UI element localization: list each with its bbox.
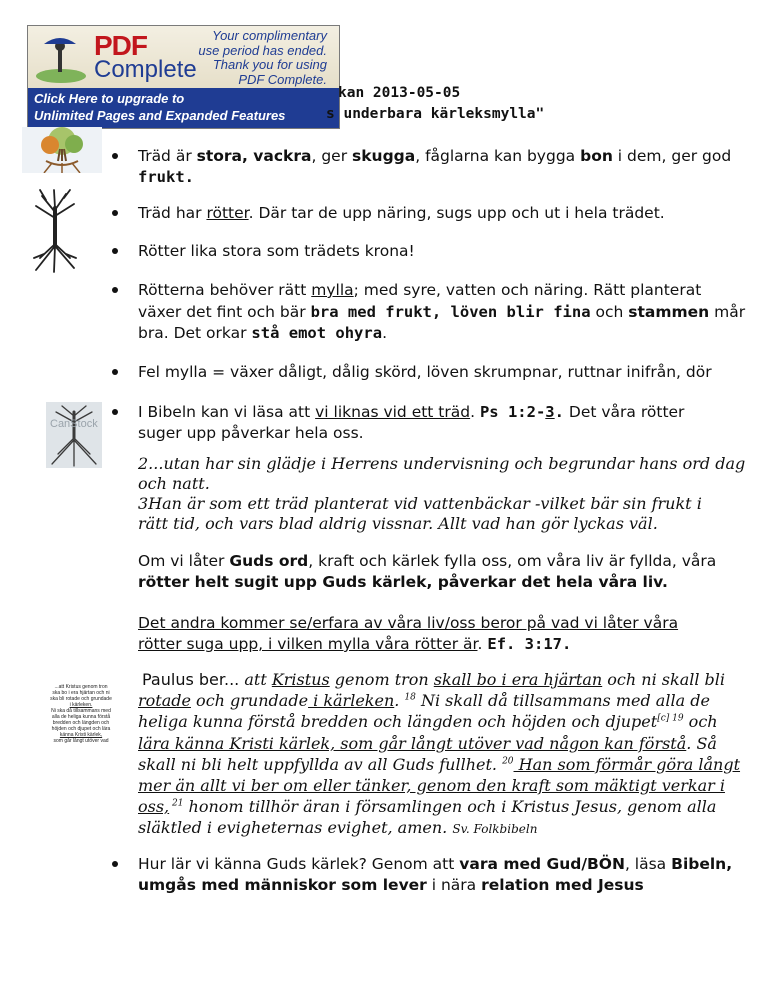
bullet-6-line1: I Bibeln kan vi läsa att vi liknas vid ett träd. Ps 1:2-3. Det våra rötter — [138, 403, 685, 421]
bible-version-label: Sv. Folkbibeln — [452, 822, 538, 836]
paragraph-2-line1: Det andra kommer se/erfara av våra liv/oss beror på vad vi låter våra — [138, 614, 679, 632]
logo-pdf-text: PDF — [94, 30, 147, 61]
tree-roots-icon — [32, 188, 78, 274]
bullet-4-line2: växer det fint och bär bra med frukt, löven blir fina och stammen mår — [138, 303, 746, 321]
bullet-7-line2: umgås med människor som lever i nära relation med Jesus — [138, 876, 644, 894]
ephesians-line: mer än allt vi ber om eller tänker, genom den kraft som mäktigt verkar i — [138, 776, 725, 795]
canstock-tree-image — [46, 402, 102, 468]
mini-note — [46, 684, 116, 744]
header-date: kan 2013-05-05 — [338, 85, 461, 101]
promo-line: Thank you for using — [212, 57, 327, 72]
tree-roots-photo-icon — [46, 402, 102, 468]
tree-image-icon — [22, 127, 102, 173]
bullet-4-line1: Rötterna behöver rätt mylla; med syre, vatten och näring. Rätt planterat — [138, 281, 702, 299]
mini-note-line: ska bli rotade och grundade — [50, 696, 112, 702]
bullet-marker — [112, 287, 118, 293]
bullet-marker — [112, 409, 118, 415]
promo-line: PDF Complete. — [238, 71, 327, 87]
bullet-marker — [112, 210, 118, 216]
logo-figure-icon — [34, 32, 88, 84]
banner-top — [28, 26, 339, 88]
header-title: s underbara kärleksmylla" — [326, 106, 545, 122]
mini-note-line: alla de heliga kunna förstå — [51, 714, 111, 720]
ephesians-line: heliga kunna förstå bredden och längden och höjden och djupet[c] $^{19}$ och — [138, 712, 718, 731]
mini-note-line: ska bo i era hjärtan och ni — [52, 690, 110, 696]
psalm-line: och natt. — [138, 474, 210, 493]
promo-line: Your complimentary — [212, 28, 327, 43]
logo-complete-text: Complete — [94, 56, 197, 83]
bullet-marker — [112, 153, 118, 159]
paragraph-1-line2: rötter helt sugit upp Guds kärlek, påverkar det hela våra liv. — [138, 573, 668, 591]
psalm-line: rätt tid, och vars blad aldrig vissnar. Allt vad han gör lyckas väl. — [138, 514, 658, 533]
mini-note-line: bredden och längden och — [52, 720, 110, 726]
bullet-6-line2: suger upp påverkar hela oss. — [138, 424, 364, 442]
bullet-5-text: Fel mylla = växer dåligt, dålig skörd, löven skrumpnar, ruttnar inifrån, dör — [138, 363, 712, 381]
mini-note-line: som går långt utöver vad — [53, 738, 109, 744]
bullet-7-line1: Hur lär vi känna Guds kärlek? Genom att vara med Gud/BÖN, läsa Bibeln, — [138, 855, 733, 873]
ephesians-line: Paulus ber... att Kristus genom tron skall bo i era hjärtan och ni skall bli — [142, 670, 726, 689]
bullet-3-text: Rötter lika stora som trädets krona! — [138, 242, 415, 260]
mini-note-line: Ni ska då tillsammans med — [51, 708, 111, 714]
upgrade-link[interactable] — [28, 88, 339, 128]
pdf-complete-banner[interactable] — [27, 25, 340, 129]
promo-line: use period has ended. — [198, 42, 327, 58]
mini-note-line: ...att Kristus genom tron — [54, 684, 108, 690]
bullet-marker — [112, 248, 118, 254]
bullet-marker — [112, 861, 118, 867]
paragraph-2-line2: rötter suga upp, i vilken mylla våra rötter är. Ef. 3:17. — [138, 635, 572, 653]
upgrade-text-line1[interactable]: Click Here to upgrade to — [34, 91, 185, 106]
promo-text — [198, 29, 327, 87]
psalm-line: 3Han är som ett träd planterat vid vattenbäckar -vilket bär sin frukt i — [138, 494, 702, 513]
bullet-marker — [112, 369, 118, 375]
bullet-1-line2: frukt. — [138, 168, 194, 186]
mini-note-line: i kärleken. — [69, 702, 93, 708]
upgrade-text-line2[interactable]: Unlimited Pages and Expanded Features — [34, 108, 286, 123]
bullet-2-text: Träd har rötter. Där tar de upp näring, sugs upp och ut i hela trädet. — [138, 204, 665, 222]
mini-note-line: höjden och djupet och lära — [51, 726, 111, 732]
ephesians-line: oss, $^{21}$ honom tillhör äran i församlingen och i Kristus Jesus, genom alla — [138, 797, 717, 816]
ephesians-line: rotade och grundade i kärleken. $^{18}$ Ni skall då tillsammans med alla de — [138, 691, 710, 710]
bullet-4-line3: bra. Det orkar stå emot ohyra. — [138, 324, 387, 342]
paragraph-1-line1: Om vi låter Guds ord, kraft och kärlek fylla oss, om våra liv är fyllda, våra — [138, 552, 717, 570]
ephesians-line: skall ni bli helt uppfyllda av all Guds fullhet. $^{20}$ Han som förmår göra långt — [138, 755, 741, 774]
ephesians-line: lära känna Kristi kärlek, som går långt utöver vad någon kan förstå. Så — [138, 734, 717, 753]
ephesians-line: släktled i evigheternas evighet, amen. Sv. Folkbibeln — [138, 818, 538, 837]
canstock-watermark: CanStock — [50, 418, 98, 430]
psalm-line: 2...utan har sin glädje i Herrens undervisning och begrundar hans ord dag — [138, 454, 746, 473]
mini-note-line: känna Kristi kärlek, — [59, 732, 103, 738]
bullet-1-line1: Träd är stora, vackra, ger skugga, fåglarna kan bygga bon i dem, ger god — [138, 147, 732, 165]
